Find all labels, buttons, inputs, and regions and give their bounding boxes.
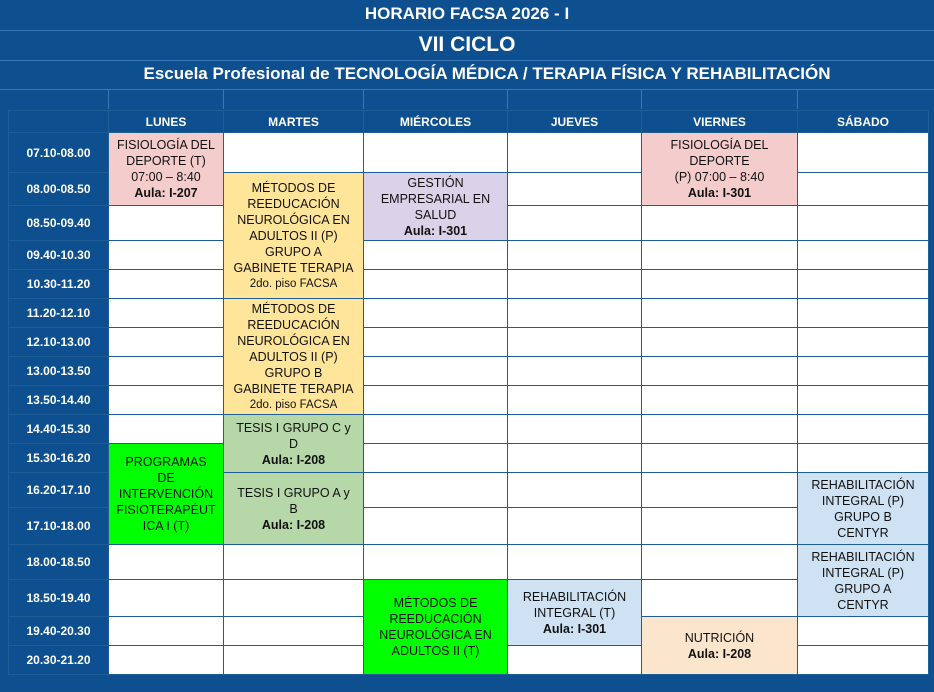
course-line: INTEGRAL (P) <box>821 565 905 580</box>
empty-cell <box>798 173 929 206</box>
course-line: REHABILITACIÓN <box>811 549 915 564</box>
empty-cell <box>798 328 929 357</box>
time-slot: 13.00-13.50 <box>9 357 109 386</box>
empty-cell <box>508 444 642 473</box>
course-group: GRUPO B <box>264 365 323 380</box>
empty-cell <box>109 299 224 328</box>
empty-cell <box>798 415 929 444</box>
day-header-friday: VIERNES <box>642 111 798 133</box>
empty-cell <box>798 270 929 299</box>
time-slot: 14.40-15.30 <box>9 415 109 444</box>
corner-header <box>9 111 109 133</box>
course-line: PROGRAMAS <box>125 455 207 469</box>
empty-cell <box>798 617 929 646</box>
course-location: 2do. piso FACSA <box>249 398 338 411</box>
course-line: INTEGRAL (P) <box>821 493 905 508</box>
course-block-rehabilitacion-grupo-a <box>798 545 929 617</box>
empty-cell <box>798 386 929 415</box>
course-line: SALUD <box>414 207 457 222</box>
cycle-title: VII CICLO <box>418 33 516 56</box>
course-block-nutricion <box>642 617 798 675</box>
day-header-tuesday: MARTES <box>224 111 364 133</box>
course-line: FISIOLOGÍA DEL <box>670 138 769 152</box>
course-line: INTERVENCIÓN <box>118 487 214 501</box>
time-slot: 12.10-13.00 <box>9 328 109 357</box>
empty-cell <box>508 646 642 675</box>
course-line: ADULTOS II (P) <box>249 228 338 243</box>
empty-cell <box>798 241 929 270</box>
day-header-wednesday: MIÉRCOLES <box>364 111 508 133</box>
course-line: TESIS I GRUPO C y <box>236 420 351 435</box>
empty-cell <box>798 357 929 386</box>
empty-cell <box>109 580 224 617</box>
schedule-title: HORARIO FACSA 2026 - I <box>364 4 570 23</box>
empty-cell <box>109 545 224 580</box>
empty-cell <box>508 328 642 357</box>
empty-cell <box>642 508 798 545</box>
classroom-label: Aula: I-207 <box>134 186 198 200</box>
course-block-metodos-grupo-b <box>224 299 364 415</box>
time-slot: 07.10-08.00 <box>9 133 109 173</box>
empty-cell <box>109 617 224 646</box>
empty-cell <box>364 328 508 357</box>
empty-cell <box>364 270 508 299</box>
course-block-gestion-empresarial <box>364 173 508 241</box>
empty-cell <box>508 415 642 444</box>
empty-cell <box>642 545 798 580</box>
course-line: ADULTOS II (P) <box>249 349 338 364</box>
empty-cell <box>364 299 508 328</box>
course-line: NEUROLÓGICA EN <box>379 628 492 642</box>
course-location: CENTYR <box>837 525 889 540</box>
course-block-programas-intervencion <box>109 444 224 545</box>
course-block-rehabilitacion-teoria <box>508 580 642 646</box>
empty-cell <box>642 357 798 386</box>
course-block-fisiologia-deporte-p <box>642 133 798 206</box>
empty-cell <box>364 473 508 508</box>
day-header-thursday: JUEVES <box>508 111 642 133</box>
empty-cell <box>642 415 798 444</box>
empty-cell <box>109 270 224 299</box>
empty-cell <box>798 646 929 675</box>
empty-cell <box>508 133 642 173</box>
empty-cell <box>642 328 798 357</box>
empty-cell <box>798 444 929 473</box>
header-divider <box>0 30 934 31</box>
course-block-tesis-grupo-cd <box>224 415 364 473</box>
course-line: MÉTODOS DE <box>251 301 336 316</box>
course-block-rehabilitacion-grupo-b <box>798 473 929 545</box>
course-line: DEPORTE <box>689 154 750 168</box>
empty-cell <box>508 508 642 545</box>
course-line: ICA I (T) <box>142 519 190 533</box>
classroom-label: Aula: I-301 <box>403 223 468 238</box>
empty-cell <box>224 617 364 646</box>
classroom-label: Aula: I-208 <box>261 452 326 467</box>
empty-cell <box>508 545 642 580</box>
empty-cell <box>642 580 798 617</box>
course-line: FISIOTERAPÉUT <box>116 503 216 517</box>
course-block-metodos-teoria <box>364 580 508 675</box>
empty-cell <box>508 173 642 206</box>
course-line: INTEGRAL (T) <box>533 605 616 620</box>
time-slot: 13.50-14.40 <box>9 386 109 415</box>
course-line: DEPORTE (T) <box>126 154 206 168</box>
empty-cell <box>798 133 929 173</box>
header-divider <box>363 89 364 109</box>
course-group: GRUPO A <box>265 244 322 259</box>
course-line: NEUROLÓGICA EN <box>237 212 350 227</box>
course-block-tesis-grupo-ab <box>224 473 364 545</box>
empty-cell <box>798 206 929 241</box>
empty-cell <box>508 241 642 270</box>
day-header-monday: LUNES <box>109 111 224 133</box>
course-line: DE <box>157 471 175 485</box>
time-slot: 20.30-21.20 <box>9 646 109 675</box>
course-line: EMPRESARIAL EN <box>380 191 491 206</box>
header-divider <box>641 89 642 109</box>
empty-cell <box>508 357 642 386</box>
course-block-fisiologia-deporte-t <box>109 133 224 206</box>
empty-cell <box>224 545 364 580</box>
course-line: REEDUCACIÓN <box>247 196 340 211</box>
course-line: REHABILITACIÓN <box>522 589 627 604</box>
course-line: REEDUCACIÓN <box>247 317 340 332</box>
classroom-label: Aula: I-301 <box>542 621 607 636</box>
empty-cell <box>109 241 224 270</box>
course-location: CENTYR <box>837 597 889 612</box>
course-group: GRUPO A <box>834 581 892 596</box>
header-divider <box>797 89 798 109</box>
time-slot: 17.10-18.00 <box>9 508 109 545</box>
header-divider <box>0 60 934 61</box>
course-line: NEUROLÓGICA EN <box>237 333 350 348</box>
empty-cell <box>364 415 508 444</box>
header-divider <box>507 89 508 109</box>
empty-cell <box>364 444 508 473</box>
course-line: MÉTODOS DE <box>393 596 478 610</box>
course-line: B <box>289 501 298 516</box>
time-slot: 09.40-10.30 <box>9 241 109 270</box>
course-time: (P) 07:00 – 8:40 <box>674 170 765 184</box>
course-line: REHABILITACIÓN <box>811 477 915 492</box>
empty-cell <box>364 357 508 386</box>
empty-cell <box>364 508 508 545</box>
empty-cell <box>508 386 642 415</box>
time-slot: 19.40-20.30 <box>9 617 109 646</box>
empty-cell <box>224 133 364 173</box>
course-line: D <box>288 436 299 451</box>
day-header-saturday: SÁBADO <box>798 111 929 133</box>
course-line: NUTRICIÓN <box>684 630 755 645</box>
course-location: 2do. piso FACSA <box>249 277 338 290</box>
course-block-metodos-grupo-a <box>224 173 364 299</box>
empty-cell <box>508 206 642 241</box>
empty-cell <box>364 545 508 580</box>
course-line: MÉTODOS DE <box>251 180 336 195</box>
empty-cell <box>109 415 224 444</box>
empty-cell <box>642 206 798 241</box>
empty-cell <box>642 241 798 270</box>
course-line: TESIS I GRUPO A y <box>237 485 350 500</box>
empty-cell <box>109 386 224 415</box>
course-line: ADULTOS II (T) <box>391 644 480 658</box>
empty-cell <box>642 270 798 299</box>
empty-cell <box>508 299 642 328</box>
course-time: 07:00 – 8:40 <box>131 170 201 184</box>
school-title: Escuela Profesional de TECNOLOGÍA MÉDICA / TERAPIA FÍSICA Y REHABILITACIÓN <box>143 64 831 83</box>
empty-cell <box>642 473 798 508</box>
header-divider <box>223 89 224 109</box>
course-line: FISIOLOGÍA DEL <box>117 138 215 152</box>
time-slot: 18.00-18.50 <box>9 545 109 580</box>
classroom-label: Aula: I-208 <box>687 646 752 661</box>
empty-cell <box>109 646 224 675</box>
empty-cell <box>109 328 224 357</box>
time-slot: 16.20-17.10 <box>9 473 109 508</box>
empty-cell <box>508 270 642 299</box>
classroom-label: Aula: I-208 <box>261 517 326 532</box>
empty-cell <box>798 299 929 328</box>
empty-cell <box>508 473 642 508</box>
header-divider <box>0 89 934 90</box>
empty-cell <box>364 241 508 270</box>
course-group: GRUPO B <box>834 509 892 524</box>
empty-cell <box>642 444 798 473</box>
empty-cell <box>642 299 798 328</box>
time-slot: 08.50-09.40 <box>9 206 109 241</box>
empty-cell <box>109 206 224 241</box>
empty-cell <box>364 133 508 173</box>
time-slot: 15.30-16.20 <box>9 444 109 473</box>
classroom-label: Aula: I-301 <box>687 186 752 200</box>
course-location: GABINETE TERAPIA <box>233 381 354 396</box>
empty-cell <box>642 386 798 415</box>
empty-cell <box>224 580 364 617</box>
empty-cell <box>364 386 508 415</box>
time-slot: 08.00-08.50 <box>9 173 109 206</box>
course-line: REEDUCACIÓN <box>389 612 482 626</box>
time-slot: 18.50-19.40 <box>9 580 109 617</box>
header-divider <box>108 89 109 109</box>
schedule-table <box>8 110 929 675</box>
empty-cell <box>224 646 364 675</box>
time-slot: 11.20-12.10 <box>9 299 109 328</box>
course-line: GESTIÓN <box>407 175 464 190</box>
course-location: GABINETE TERAPIA <box>233 260 354 275</box>
time-slot: 10.30-11.20 <box>9 270 109 299</box>
empty-cell <box>109 357 224 386</box>
